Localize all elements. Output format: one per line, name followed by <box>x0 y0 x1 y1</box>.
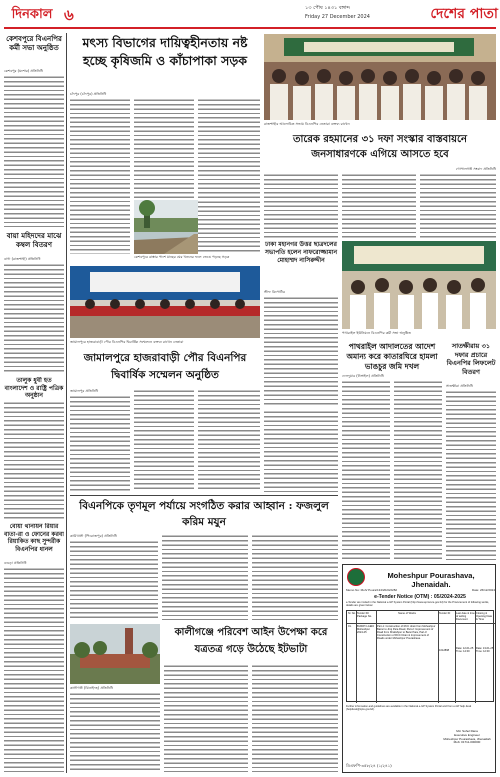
tender-th-selling: Last date & time of selling Document <box>456 612 475 622</box>
bnp-body-1 <box>70 540 158 620</box>
crowd-image <box>264 34 496 120</box>
tarek-body-3 <box>420 173 496 239</box>
tender-row-works: Part-1: Construction of RCC drain from Moheshpur Bazar to Jiroj Para Road, Part-2: Improvement of Road from Khalishpur to Barui Para, Part-3: Construction of RCC Drain & Improvement of Roads under Moheshpur Pourashava. <box>377 625 436 641</box>
middle-body-1 <box>198 200 260 254</box>
tender-th-works: Name of Works <box>398 612 416 615</box>
dhaka-body-2 <box>264 410 338 492</box>
masthead <box>0 0 500 30</box>
tender-row-id: 1012898 <box>439 649 450 652</box>
tender-th-sl: Sl. No. <box>348 612 356 615</box>
signer-name: Md. Sohel Rana <box>456 729 478 733</box>
kaliganj-byline: কালীগঞ্জ (ঝিনাইদহ) প্রতিনিধি <box>70 686 113 690</box>
kiln-photo <box>70 624 160 684</box>
tender-row-package: BUIDP/ LGED/ Moheshpur 2024-25 <box>357 625 375 635</box>
signer-phone: Mob: 01711-000000 <box>453 740 481 745</box>
kaliganj-body-3 <box>252 664 338 772</box>
left-headline-3: তালুক ধুবী হত বাংলাদেশ ও রাষ্ট্রি পত্রিক অনুষ্ঠান <box>4 377 64 399</box>
date-bn: ১৩ পৌষ ১৪৩১ বঙ্গাব্দ <box>305 5 350 11</box>
tender-office: Moheshpur Pourashava, Jhenaidah. <box>387 571 475 589</box>
column-divider <box>66 33 67 773</box>
kaliganj-body-1 <box>70 692 160 772</box>
tender-signature <box>439 730 495 745</box>
lead-byline: চাঁদপুর (চাঁদপুর) প্রতিনিধি <box>70 92 107 96</box>
dhaka-byline: স্টাফ রিপোর্টার <box>264 290 285 294</box>
signer-title: Executive Engineer <box>454 732 480 737</box>
lead-body-col-1 <box>70 98 130 254</box>
section-title: দেশের পাতা <box>430 6 498 22</box>
lead-body-col-3 <box>198 98 260 198</box>
rally-photo-caption: রাজশাহীর আলোচিত সভায় বিএনপির নেতারা বক্তব্য রাখেন <box>264 122 350 126</box>
lead-photo-caption: কেশবপুরে রাস্তার পাশে মাছের ঘের খননের ফলে ভেঙে পড়ছে সড়ক <box>134 255 230 259</box>
tender-row-closing: Date: 13-01-25 Time: 12:00 <box>476 647 494 654</box>
right-col-byline: সাতক্ষীরা প্রতিনিধি <box>446 384 473 388</box>
tender-date: Date: 26/12/2024 <box>471 588 495 592</box>
govt-seal <box>347 568 365 586</box>
left-body-3 <box>4 401 64 519</box>
pathrail-photo-caption: পাথরাইল ইউনিয়নে বিএনপির কর্মী সভা অনুষ্ঠিত <box>342 331 411 335</box>
tender-th-id: Tender ID <box>439 612 451 615</box>
tarek-byline: গোপালগঞ্জ সংবাদ প্রতিনিধি <box>455 167 496 171</box>
masthead-rule <box>4 27 496 29</box>
tarek-body-1 <box>264 173 338 239</box>
left-body-1 <box>4 75 64 227</box>
lead-headline: মৎস্য বিভাগের দায়িত্বহীনতায় নষ্ট হচ্ছে কৃষিজমি ও কাঁচাপাকা সড়ক <box>82 35 248 68</box>
left-byline-2: বাগা (রাজশাহী) প্রতিনিধি <box>4 257 41 261</box>
pathrail-body-1 <box>342 380 390 560</box>
left-byline-4: বগুড়া প্রতিনিধি <box>4 561 27 565</box>
tender-notice <box>342 564 496 773</box>
tarek-headline: তারেক রহমানের ৩১ দফা সংস্কার বাস্তবায়নে জনসাধারণকে এগিয়ে আসতে হবে <box>293 134 467 160</box>
pathrail-body-2 <box>394 380 442 560</box>
dhaka-headline: ঢাকা মহানগর উত্তর ছাত্রদলের সভাপতি হলেন নাফরোজ্জামান মোহাম্মদ নাসিরুদ্দীন <box>264 241 338 264</box>
logo <box>6 3 58 25</box>
jamalpur-body-2 <box>134 389 194 491</box>
jamalpur-byline: জামালপুর প্রতিনিধি <box>70 389 99 393</box>
tender-intro: e-Tender are invited in the National e-GP System Portal (http://www.eprocure.gov.bd) for the Procurement of following works, details are given below: <box>346 601 490 608</box>
kaliganj-headline: কালীগঞ্জে পরিবেশ আইন উপেক্ষা করে যত্রতত্র গড়ে উঠেছে ইটভাটা <box>174 627 328 655</box>
bnp-byline: কাউখালী (পিরোজপুর) প্রতিনিধি <box>70 534 117 538</box>
tender-th-package: Tender ID/ Package No. <box>357 612 372 619</box>
jamalpur-body-3 <box>198 389 260 491</box>
page-number: ৬ <box>64 6 74 24</box>
tender-row-sl: 01. <box>348 625 352 628</box>
pathrail-headline: পাথরাইল আদালতের আদেশ অমান্য করে কাতারঘিরে হামলা ভাঙচুর জমি দখল <box>346 342 438 371</box>
jamalpur-photo <box>70 266 260 338</box>
left-headline-1: কেশবপুরে বিএনপির কর্মী সভা অনুষ্ঠিত <box>6 34 62 52</box>
tender-th-closing: Closing & Opening Date & Time <box>476 612 493 622</box>
left-body-2 <box>4 263 64 373</box>
jamalpur-body-1 <box>70 395 130 491</box>
left-body-4 <box>4 567 64 772</box>
right-col-headline: সাতক্ষীরায় ৩১ দফার প্রচারে বিএনপির লিফলেট বিতরণ <box>446 342 496 376</box>
left-headline-2: বায়া মহিদদের মাঝে কম্বল বিতরণ <box>6 231 62 249</box>
lead-body-col-2 <box>134 98 194 198</box>
section-rule <box>70 495 338 496</box>
kaliganj-body-2 <box>164 664 248 772</box>
left-headline-4: বোয়া থানায়ন রিয়ার বাতা-রা ও ফোনের করবা রিয়াকিত কাছ সুন্দরীক বিএনপির ধানল <box>4 523 64 553</box>
tender-row-selling: Date: 12-01-25 Time: 14:00 <box>456 647 474 654</box>
rally-photo <box>264 34 496 120</box>
bnp-body-3 <box>252 534 338 620</box>
tender-table <box>346 610 494 702</box>
jamalpur-photo-caption: জামালপুরে হাজরাবাড়ী পৌর বিএনপির দ্বিবার্ষিক সম্মেলনে বক্তব্য রাখেন নেতারা <box>70 340 184 344</box>
logo-text: দিনকাল <box>11 7 53 22</box>
tender-header-rule <box>347 623 495 624</box>
signer-org: Moheshpur Pourashava, Jhenaidah <box>443 736 491 741</box>
pathrail-byline: দেলদুয়ার (টাঙ্গাইল) প্রতিনিধি <box>342 374 384 378</box>
bnp-headline: বিএনপিকে তৃণমূল পর্যায়ে সংগঠিত করার আহ্বান : ফজলুল করিম মযুন <box>79 500 329 528</box>
conference-image <box>70 266 260 338</box>
tender-col-rule <box>475 611 476 703</box>
tender-code: ডিএফপি-৩৫৮/২৪ (১/২৪১) <box>346 763 392 768</box>
bnp-body-2 <box>162 534 248 620</box>
tender-footnote: Further information and guidelines are available in the National e-GP System Portal and from e-GP help desk (helpdesk@cptu.gov.bd). <box>346 705 472 712</box>
meeting-image <box>342 241 496 329</box>
right-col-body <box>446 390 496 560</box>
brick-kiln-image <box>70 624 160 684</box>
tarek-body-2 <box>342 173 416 239</box>
tender-col-rule <box>455 611 456 703</box>
tender-title: e-Tender Notice (OTM) : 05/2024-2025 <box>374 594 466 600</box>
left-byline-1: কেশবপুর (যশোর) প্রতিনিধি <box>4 69 43 73</box>
jamalpur-headline: জামালপুরে হাজরাবাড়ী পৌর বিএনপির দ্বিবার্ষিক সম্মেলন অনুষ্ঠিত <box>83 352 247 381</box>
dhaka-body <box>264 296 338 406</box>
tender-col-rule <box>438 611 439 703</box>
tender-memo: Memo No: Moh/ Poura/134/2024/2282 <box>346 588 398 592</box>
pathrail-photo <box>342 241 496 329</box>
date-en: Friday 27 December 2024 <box>305 14 370 20</box>
